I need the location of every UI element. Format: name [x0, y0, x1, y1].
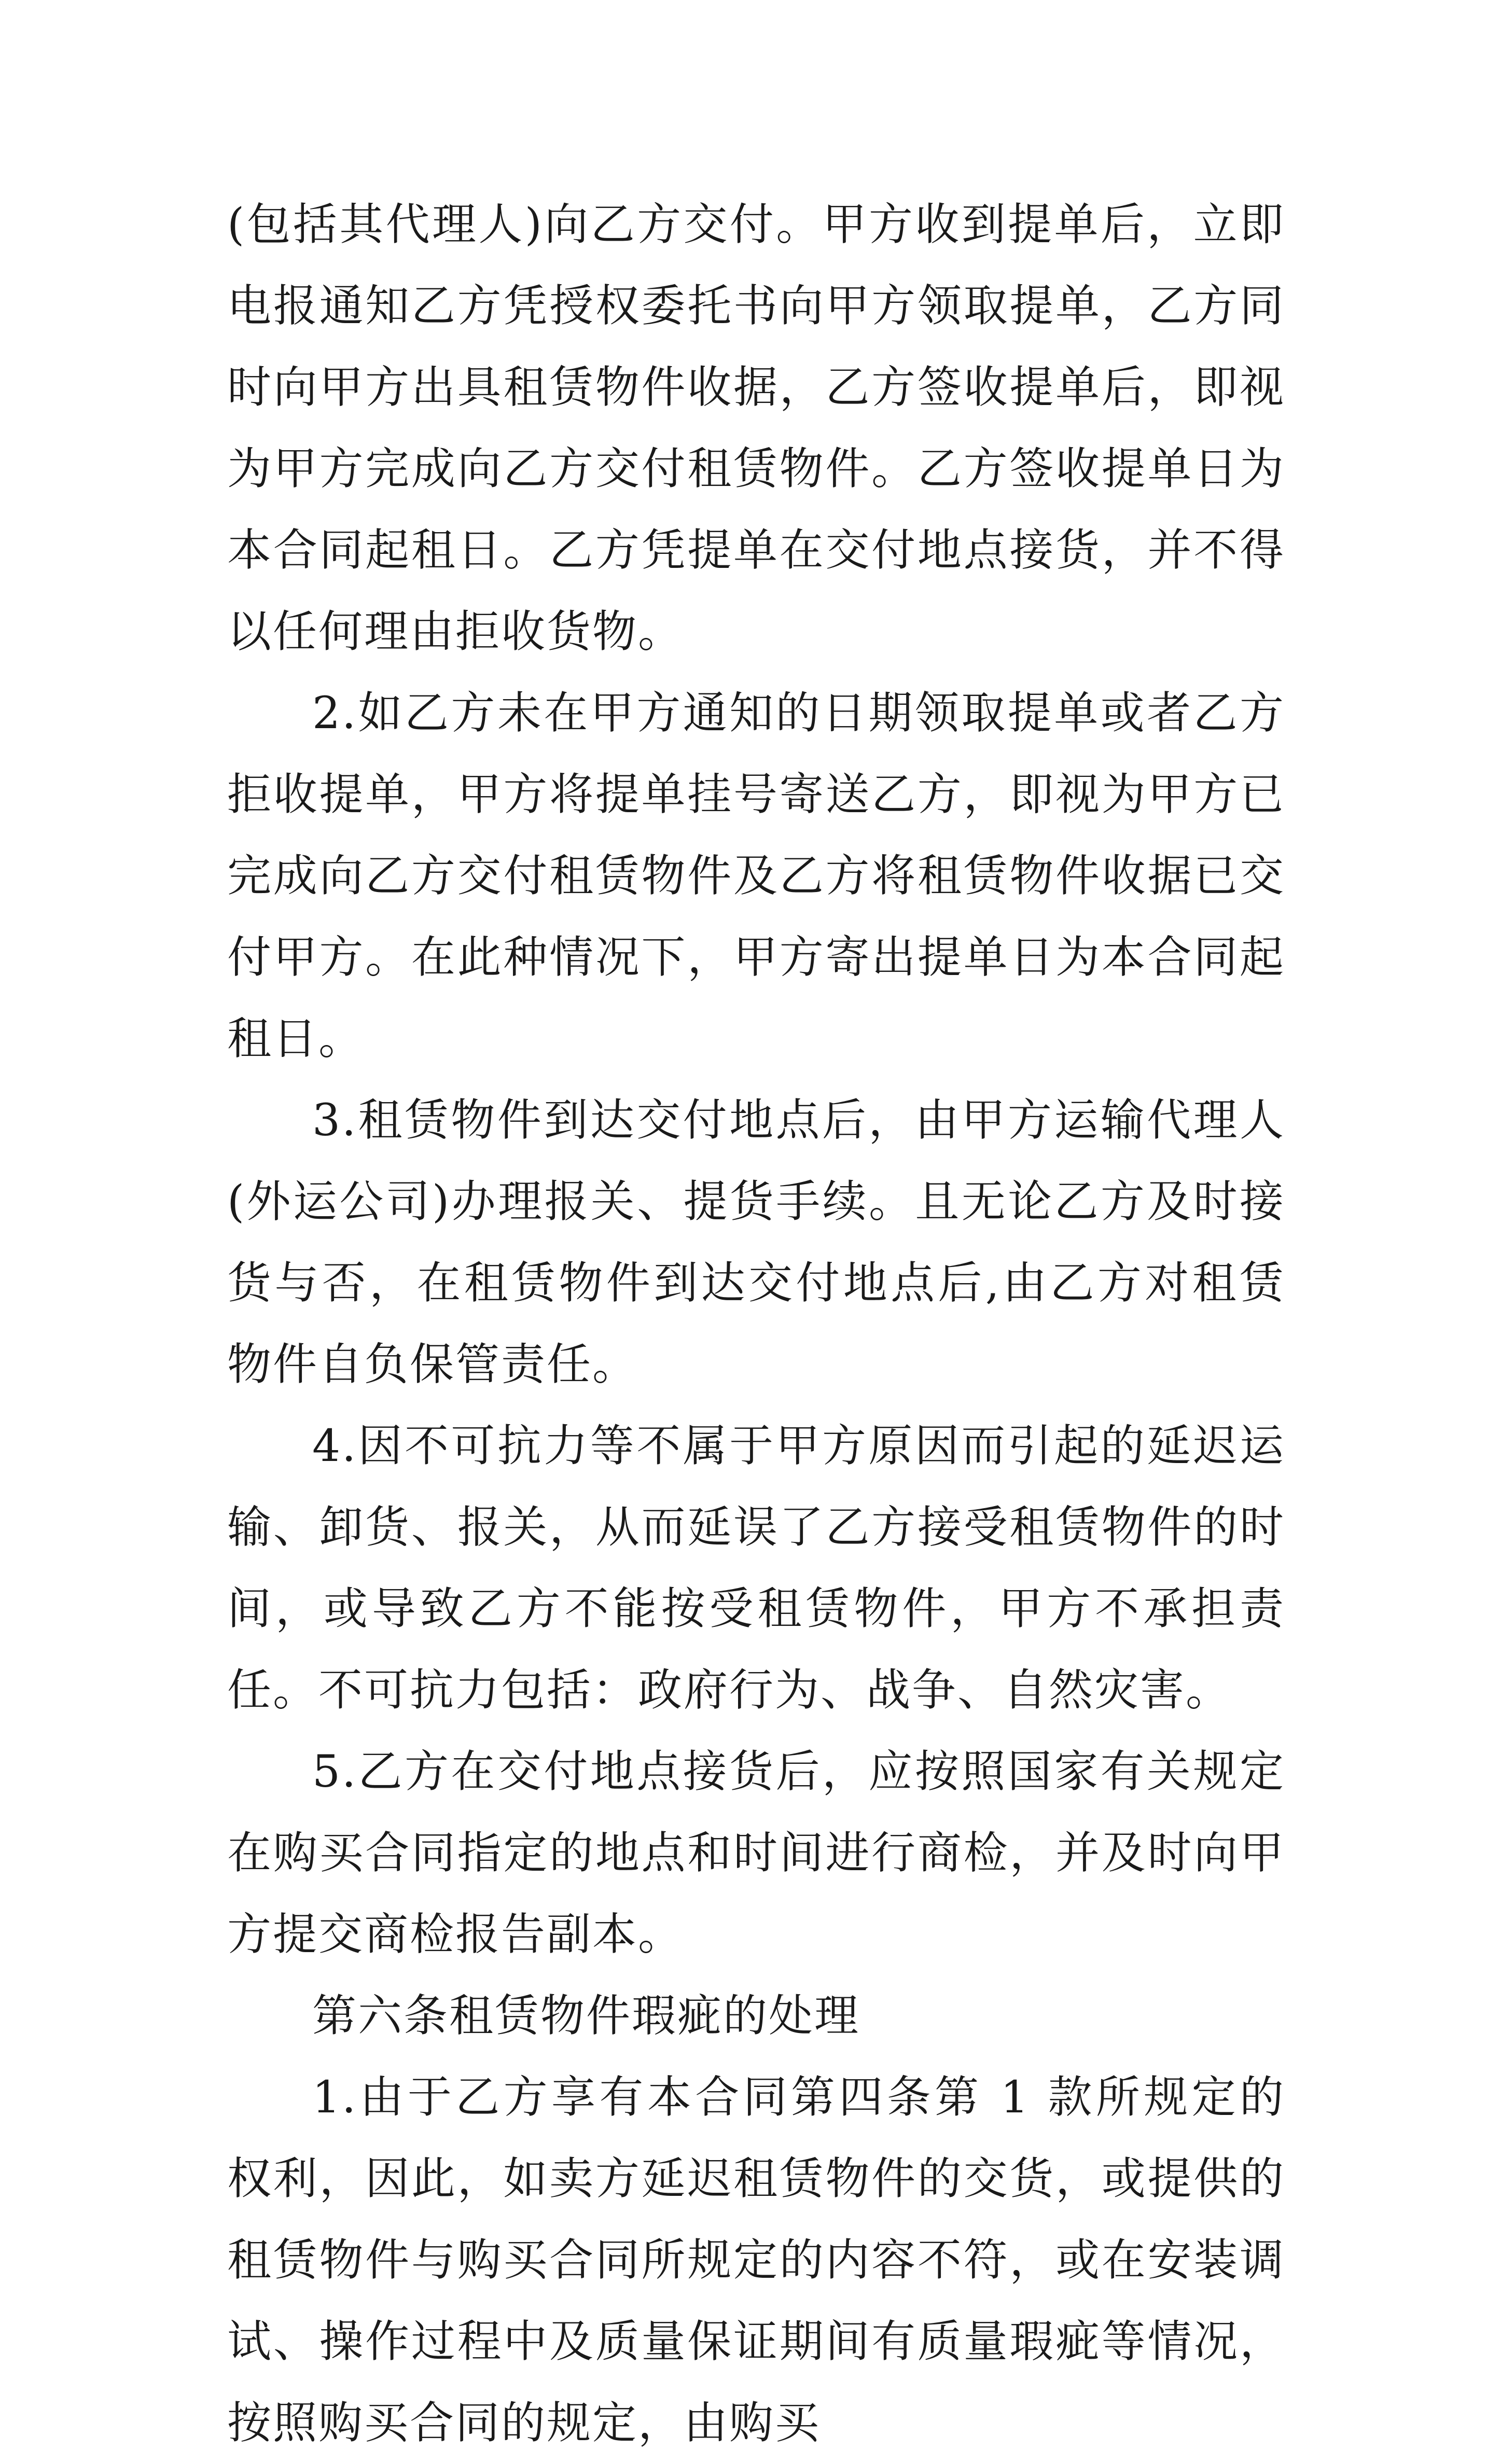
paragraph-continuation: (包括其代理人)向乙方交付。甲方收到提单后，立即电报通知乙方凭授权委托书向甲方领取提单，乙方同时向甲方出具租赁物件收据，乙方签收提单后，即视为甲方完成向乙方交付租赁物件。乙方签收提单日为本合同起租日。乙方凭提单在交付地点接货，并不得以任何理由拒收货物。	[227, 199, 1285, 658]
paragraph-article-6-clause-1: 1.由于乙方享有本合同第四条第 1 款所规定的权利，因此，如卖方延迟租赁物件的交货，或提供的租赁物件与购买合同所规定的内容不符，或在安装调试、操作过程中及质量保证期间有质量瑕疵等情况，按照购买合同的规定，由购买	[227, 2072, 1285, 2449]
paragraph-clause-4: 4.因不可抗力等不属于甲方原因而引起的延迟运输、卸货、报关，从而延误了乙方接受租赁物件的时间，或导致乙方不能按受租赁物件，甲方不承担责任。不可抗力包括：政府行为、战争、自然灾害。	[227, 1421, 1285, 1716]
section-heading-article-6: 第六条租赁物件瑕疵的处理	[312, 1990, 860, 2042]
paragraph-clause-3: 3.租赁物件到达交付地点后，由甲方运输代理人(外运公司)办理报关、提货手续。且无论乙方及时接货与否，在租赁物件到达交付地点后,由乙方对租赁物件自负保管责任。	[227, 1095, 1285, 1390]
paragraph-clause-5: 5.乙方在交付地点接货后，应按照国家有关规定在购买合同指定的地点和时间进行商检，并及时向甲方提交商检报告副本。	[227, 1746, 1285, 1960]
paragraph-clause-2: 2.如乙方未在甲方通知的日期领取提单或者乙方拒收提单，甲方将提单挂号寄送乙方，即视为甲方已完成向乙方交付租赁物件及乙方将租赁物件收据已交付甲方。在此种情况下，甲方寄出提单日为本合同起租日。	[227, 688, 1285, 1065]
document-body	[227, 184, 1285, 2464]
